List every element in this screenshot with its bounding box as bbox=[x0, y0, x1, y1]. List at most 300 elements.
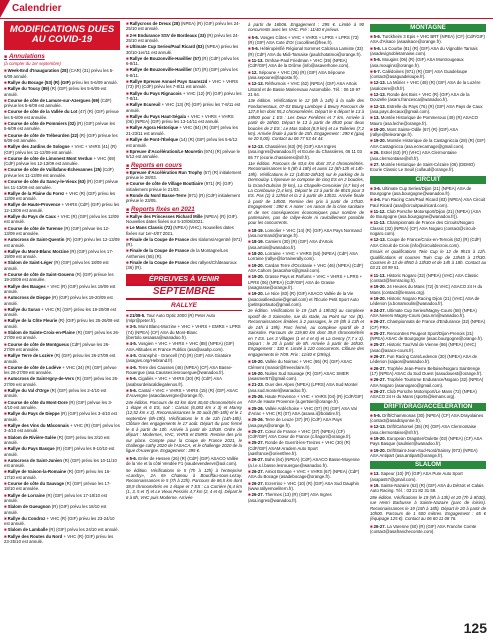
item-text: (R) (GIF) prévu les 2-4/10 est annulé. bbox=[4, 388, 107, 399]
column-4 bbox=[370, 21, 486, 621]
list-item bbox=[4, 469, 120, 480]
item-text: Historic Nogaro Racing Dijon (21) (VHC) ASA de Lédenon (a.bonamoulin@wanadoo.fr). bbox=[370, 296, 480, 307]
item-text: Vallée Ardèchoise + VHC (07) (R) (GIF) ASA Val d'Ariac + VHC (R) (07) ASA (asava.i@bolatire.fr). bbox=[248, 405, 357, 416]
item-text: (R) (GIF) prévue les 19-20/09 est annulée. bbox=[4, 271, 114, 283]
circuit-note: Essais et qualifications Twin Cup le 12 de 9h15 à 12h. Qualifications et courses Twin Cup de 13h45 à 17h30. Courses le 13 de 8h50 à 13h30 et de 14h à 18h. Contact au 03 21 03 99 51. bbox=[370, 249, 486, 271]
square-bullet-icon: ■ bbox=[4, 353, 7, 359]
item-heading: 12-13. bbox=[373, 80, 387, 86]
square-bullet-icon: ■ bbox=[248, 370, 251, 376]
list-item bbox=[248, 481, 364, 492]
square-bullet-icon: ■ bbox=[370, 388, 373, 394]
item-heading: 27. bbox=[373, 161, 381, 167]
item-heading: 19. bbox=[373, 482, 381, 488]
list-item bbox=[4, 493, 120, 504]
item-heading: 11-13. bbox=[373, 220, 387, 226]
item-text: La Mûrier + VHC (48) (R) (GIF) ASA de la Lozère (asalozere@sfr.fr). bbox=[370, 80, 481, 91]
list-item bbox=[248, 417, 364, 428]
item-heading: Course de côte du Sauvage bbox=[7, 480, 66, 486]
square-bullet-icon: ■ bbox=[4, 68, 7, 74]
square-bullet-icon: ■ bbox=[4, 260, 7, 266]
square-bullet-icon: ■ bbox=[4, 411, 7, 417]
list-item bbox=[126, 170, 242, 181]
column-1 bbox=[4, 21, 120, 621]
list-item bbox=[248, 239, 364, 250]
square-bullet-icon: ■ bbox=[4, 469, 7, 475]
item-heading: 26-27. bbox=[251, 469, 265, 475]
item-text: Turckheim 3 Epis + VHC BRT (NPEA) (CF) (CdF/GIF) ASA d'Alsace (asaalsace@orange.fr). bbox=[370, 34, 485, 45]
item-heading: 12-13. bbox=[373, 424, 387, 430]
item-heading: Rallye du Bocage (53) (R) (GIF) bbox=[7, 80, 72, 86]
list-item bbox=[4, 237, 120, 248]
item-heading: Autocross de Saint-Quentin bbox=[7, 237, 66, 243]
square-bullet-icon: ■ bbox=[4, 376, 7, 382]
item-text: (R) (GIF) prévu les 5-6/09 est annulé. bbox=[4, 86, 107, 97]
list-item bbox=[126, 456, 242, 467]
item-heading: Rallycross de Dreux (28) bbox=[129, 21, 181, 26]
item-text: Montée Historique de Saint-Cézaire (06) (DEMO) Ecurie Classic Le Seuil (collaud@orange.fr). bbox=[370, 161, 475, 173]
item-heading: 21-23. bbox=[251, 382, 265, 388]
item-heading: Course de côte de Limonest Mont Verdun bbox=[7, 155, 94, 161]
item-heading: 19-20. bbox=[251, 274, 265, 280]
item-text: de la Montagne/Les Anthenies (65) (R). bbox=[126, 248, 229, 259]
list-item bbox=[4, 121, 120, 132]
col3-list-3 bbox=[248, 228, 364, 308]
list-item bbox=[370, 162, 486, 173]
item-heading: Course de côte de Trébeurden (22) bbox=[7, 132, 80, 138]
item-heading: 19-20. bbox=[251, 370, 265, 376]
square-bullet-icon: ■ bbox=[4, 492, 7, 498]
item-heading: Course de côte du Sancy-le-Vieux (63) bbox=[7, 179, 87, 185]
square-bullet-icon: ■ bbox=[248, 262, 251, 268]
list-item bbox=[4, 167, 120, 178]
item-heading: 12-13. bbox=[251, 81, 265, 87]
square-bullet-icon: ■ bbox=[370, 319, 373, 325]
item-text: Vosgien + VHC + VHRS + VHC (88) (NPEA) (GIF) ASA Altitudes et France Publics (asa@asahp.com). bbox=[126, 341, 235, 352]
item-text: Drift/Chammonas (30) (NPEA) (CF) ASA Drayolaines (contact@asadrayonne.fr). bbox=[370, 412, 484, 424]
item-heading: 25-27. bbox=[373, 342, 387, 348]
item-heading: Rallye du Condroz bbox=[7, 515, 47, 521]
item-heading: 24-27. bbox=[373, 307, 387, 313]
list-item bbox=[4, 435, 120, 446]
item-heading: Epreuve d'Accélération/Le Mouretin bbox=[129, 148, 204, 154]
item-text: Lorraine + VHC + VHRS (54) (NPEA) (CdF) ASA Lorraine (rallye@lorrainerally.com). bbox=[248, 251, 358, 262]
item-heading: Rallye de Lorraine bbox=[7, 492, 47, 498]
item-text: (R) (GIF) prévu les 16-17/10 est annulé. bbox=[4, 469, 111, 480]
item-text: (R) (GIF) prévu les 12-13/09 est annulé. bbox=[4, 237, 120, 248]
square-bullet-icon: ■ bbox=[4, 480, 7, 486]
square-bullet-icon: ■ bbox=[370, 138, 373, 144]
item-text: (NPEA) (R) (GIF). Nouvelles dates fixées sur 5-10/06/2021. bbox=[126, 213, 239, 224]
reports-title: ■ Reports en cours bbox=[126, 162, 242, 170]
item-heading: Slalom de Saint-Léger bbox=[7, 260, 54, 266]
item-text: Amiot Bocage + VHC + VHRS (67) (NPEA) (CdF) ASA du Bocage (asadebocage@orange.fr). bbox=[248, 469, 360, 480]
item-heading: Rallye de Bouzonville-Havillier (57) bbox=[129, 55, 202, 61]
item-text: Le Nice (83) (R) (GIF) ASACO Vallée de la Vie (asacovalleeduvie@gmail.com) et l'Écurie Petit Sport Auto (petitsportauto@gmail.com). bbox=[248, 291, 359, 308]
item-heading: 25-26. bbox=[251, 405, 265, 411]
item-text: (974) (R) prévue le 6/12 est annulée. bbox=[126, 148, 240, 160]
col3-note-2: 11e édition. Parcours de 83,6 km dont 37,4 chronométrés. Reconnaissances le 5 (8h à 18h) et aussi 12 (8h-12h et 14h-19h). Vérifications le 12 (14h30-18h10) sur le parking de la Dermoulay. L'épreuve se compose de cinq ES en 2 boucles, la Grand-Dubrian (9 km), La Chapelle-Cervoisier (4,7 km) et La Combouse (2,4 km). Départ le 13 à partir de 8h15 pour 3 ES. Pas (1) à 12h54 et la 2 à partir de 13h31. Arrivée finale à partir de 14h00. Remise des prix à partir de 17h30. Engagement : 390 €. A noter : en raison de la crise sanitaire et de ses conséquences économiques pour nombre de partenaires, pas de rallye-école ni ravitaillement possible pour les concurrents. bbox=[248, 160, 364, 226]
item-heading: Rallye de Pont-l'Évêque bbox=[129, 137, 180, 143]
column-3 bbox=[248, 21, 364, 621]
square-bullet-icon: ■ bbox=[4, 225, 7, 231]
item-heading: Rallye de Vaison-la-Romaine bbox=[7, 469, 68, 475]
list-item bbox=[4, 80, 120, 85]
rallye-list-2 bbox=[126, 456, 242, 467]
item-text: (14) (R) (GIF) prévu les 5-6/12 est annulé. bbox=[126, 137, 238, 148]
square-bullet-icon: ■ bbox=[4, 121, 7, 127]
list-item bbox=[370, 104, 486, 115]
item-text: + VHC (34) (R) (GIF) prévue les 26-27/09 est annulée. bbox=[4, 364, 117, 376]
item-text: Championnats de France des Circuits/Nogaro Classic (32) (NPEA) (CF) ASA Nogaro (contact@circuit-nogaro.com). bbox=[370, 220, 477, 237]
list-item bbox=[126, 193, 242, 204]
item-heading: 26-27. bbox=[373, 523, 387, 529]
item-heading: 25-27. bbox=[251, 440, 265, 446]
item-text: Mont Blanc-Morzine + VHC + VHRS + EMRS + LPRS (74) (NPEA) (CF) ASA du Mont-Blanc (ibertolo.sesaasa@wanadoo.fr). bbox=[126, 324, 241, 341]
item-text: Cardan Terre d'Occitanie + VHC (46) (NPEA) (CdF) ASA Cahors (asacahors@gmail.com). bbox=[248, 262, 364, 274]
square-bullet-icon: ■ bbox=[370, 197, 373, 203]
list-item bbox=[4, 388, 120, 399]
square-bullet-icon: ■ bbox=[4, 388, 7, 394]
list-item bbox=[370, 377, 486, 388]
item-text: (CdF) prévue les 11-13/09 est annulée. bbox=[4, 167, 114, 178]
square-bullet-icon: ■ bbox=[4, 295, 7, 301]
square-bullet-icon: ■ bbox=[4, 283, 7, 289]
square-bullet-icon: ■ bbox=[248, 440, 251, 446]
item-text: Coupe de France/Croix-en-Ternois (62) (R) (CdF) ASA Circuit de Croix (info@circuitdecroix.com). bbox=[370, 237, 482, 248]
item-text: 24 Heures du Mans (72) (5 VHC) ASACO 24 H du Mans (contact@lemans.org). bbox=[370, 284, 483, 295]
list-item bbox=[126, 125, 242, 136]
item-text: + VHC (13) (R) (GIF) prévu les 7-8/11 est annulé. bbox=[126, 102, 241, 113]
item-heading: Rallye Epreuve Annuel Pays Saurezzd bbox=[129, 79, 209, 85]
item-heading: 13. bbox=[373, 471, 381, 477]
square-bullet-icon: ■ bbox=[4, 97, 7, 103]
item-text: Réthurnois + VHC (62) (NPEA) (GIF) ASA Artois Littoral et de Basse Marienvaux Automobile. Tél. : 06 18 97 21 64. bbox=[248, 81, 361, 98]
item-heading: Slalom de Sainte-Croix-en-Plaine bbox=[7, 330, 77, 336]
square-bullet-icon: ■ bbox=[126, 341, 129, 347]
item-heading: 25-26. bbox=[251, 417, 265, 423]
item-text: Trophée Tourisme Endurance/Nogaro (32) (NPEA) ASA Nogaro (asanogaro@gmail.com). bbox=[370, 377, 484, 388]
list-item bbox=[4, 144, 120, 155]
square-bullet-icon: ■ bbox=[4, 86, 7, 92]
item-text: (57) (R) initialement prévue le 28/03. bbox=[126, 169, 242, 180]
square-bullet-icon: ■ bbox=[4, 248, 7, 254]
item-text: Historic Nogaro (32) (NPEA) (VHC) ASA Classic (contact@hvmracing.fr). bbox=[370, 272, 479, 284]
item-heading: 5-6. bbox=[251, 46, 261, 52]
square-bullet-icon: ■ bbox=[370, 237, 373, 243]
item-heading: Rallye des Jardins de Sologne bbox=[7, 144, 71, 150]
list-item bbox=[248, 429, 364, 440]
square-bullet-icon: ■ bbox=[248, 382, 251, 388]
list-item bbox=[370, 448, 486, 459]
item-heading: 11-12. bbox=[373, 208, 387, 214]
item-heading: Slalom de Gueugnon bbox=[7, 504, 52, 510]
item-heading: Course de côte de Lodève bbox=[7, 364, 63, 370]
item-text: Club Porsche Motorsport/Le Mans (72) (NPEA) ASACO 24 H du Mans (sports@lemans.org). bbox=[370, 388, 477, 400]
montagne-list bbox=[370, 34, 486, 173]
item-heading: 26-27. bbox=[251, 492, 265, 498]
item-heading: Finale de la Coupe de France bbox=[129, 236, 191, 242]
square-bullet-icon: ■ bbox=[248, 492, 251, 498]
square-bullet-icon: ■ bbox=[370, 80, 373, 86]
square-bullet-icon: ■ bbox=[248, 469, 251, 475]
item-text: Fun Racing Cars/Ledenon (30) (NPEA) ASA de Lédenon (sajaon@wanadoo.fr). bbox=[370, 354, 478, 365]
item-heading: 3-6. bbox=[373, 185, 383, 191]
list-item bbox=[248, 440, 364, 456]
circuit-list bbox=[370, 186, 486, 249]
square-bullet-icon: ■ bbox=[4, 399, 7, 405]
item-heading: 19-20. bbox=[373, 138, 387, 144]
square-bullet-icon: ■ bbox=[4, 527, 7, 533]
item-text: (NPEA) (R) (GIF) prévu les 24-25/10 est annulé. bbox=[126, 21, 240, 32]
item-text: (R) (GIF) prévue les 5-6/09 est annulée. bbox=[4, 121, 116, 132]
item-text: Enfer de Hessen (26) (R) (CdF) (GIF) ASACO Vallée de la Vie et la côté Vendée F1 (vaudevendeevr@aol.com). bbox=[126, 455, 239, 467]
item-text: (CdF) prévue les 5-6/09 est annulée. bbox=[4, 97, 112, 109]
square-bullet-icon: ■ bbox=[126, 67, 129, 73]
item-heading: Ronde du Nord Basse-Terre bbox=[129, 192, 188, 198]
header-rule bbox=[0, 18, 493, 19]
item-heading: 19-20. bbox=[373, 126, 387, 132]
list-item bbox=[248, 70, 364, 81]
item-text: + VHC (R) (GIF) prévu les 12/09 est annulé. bbox=[4, 213, 119, 225]
rallye-note: 24e édition. Parcours de 63 km dont 40,60 chronométrés en 1 étape et 6 ES, soit : Carsac (6,083 km x 3) et Mansy (12,52 km x 3). Reconnaissances le 30 août (8h-18h) et le 1 septembre (8h-19h). Vérifications le 5 de 11h (14h-18h). Clôture des engagements le 17 août. Départ du parc fermé le 6 à partir de 10h. Arrivée à partir de 13h38. Ordre de départ : Modernes, VHC, VHRS et EMRS. Remise des prix sur place. Compte pour la Coupe de France 2021, le challenge cathy 2020 de l'ASACA, et le challenge 2020 de la ligue d'Auvergne. Engagement : 395 €. bbox=[126, 399, 242, 454]
item-text: (R) (GIF) prévu les 17-18/10 est annulé. bbox=[4, 492, 107, 503]
item-heading: Slalom de Rivière-Salée bbox=[7, 434, 58, 440]
list-item bbox=[370, 34, 486, 45]
item-heading: 2-H Endurance SSV de Bordeaux (33) bbox=[129, 32, 207, 38]
list-item bbox=[4, 86, 120, 97]
item-text: (47) (R) (GIF) prévue les 5-6/09 est annulée. bbox=[4, 109, 119, 120]
list-item bbox=[4, 342, 120, 353]
item-text: Club Porsche Motorsport/Dijon (21) (NPEA) (ASA de Bourgogne (asa.bourgogne@wanadoo.fr)). bbox=[370, 208, 481, 220]
square-bullet-icon: ■ bbox=[248, 46, 251, 52]
list-item bbox=[248, 394, 364, 405]
item-text: Terre des Causses (46) (NPEA) (CF) ASA Basse-Rouergue (asa.Causses.lesrouergue@wanadoo.fr). bbox=[126, 364, 233, 376]
item-text: + VHC + VHRS (73) (R) (CdF) prévu les 7-8/11 est annulé. bbox=[126, 79, 239, 90]
square-bullet-icon: ■ bbox=[370, 92, 373, 98]
square-bullet-icon: ■ bbox=[370, 482, 373, 488]
item-heading: 6-7. bbox=[373, 68, 383, 74]
list-item bbox=[370, 150, 486, 161]
square-bullet-icon: ■ bbox=[4, 457, 7, 463]
annulations-list-cont bbox=[126, 21, 242, 160]
item-heading: 25-27. bbox=[251, 428, 265, 434]
item-text: Gransphir - Grancell (74) (R) (GIF) ASA Giratoire (asagivs.org/Hebrand.fr). bbox=[126, 353, 232, 364]
list-item bbox=[248, 457, 364, 468]
dates-list bbox=[126, 214, 242, 271]
annulations-title: ■ Annulations bbox=[4, 53, 120, 61]
list-item bbox=[370, 284, 486, 295]
square-bullet-icon: ■ bbox=[4, 179, 7, 185]
item-heading: Epreuve d'Accélération Run Trophy bbox=[129, 169, 204, 175]
item-heading: Autocross de Dieppe bbox=[7, 295, 52, 301]
item-heading: 3-5. bbox=[129, 324, 139, 330]
list-item bbox=[4, 68, 120, 79]
item-heading: 5-6. bbox=[129, 455, 139, 461]
col3-list-4 bbox=[248, 359, 364, 503]
square-bullet-icon: ■ bbox=[126, 236, 129, 242]
item-heading: 26-27. bbox=[373, 354, 387, 360]
item-text: Grasse Pays et Parfums + VHC + VHRS + LPRS + LPRS (06) (NPEA) (CdF/GIF) ASA de Grasse (asagrasse@orange.fr). bbox=[248, 274, 363, 291]
item-text: (R) (GIF) prévu les 26-27/09 est annulé. bbox=[4, 330, 120, 341]
item-text: Trophée Jean-Pierre Beltoise/Nogaro Saintrenge (17) (NPEA) ASAC du Sud Ouest (sasudouest@orange.fr). bbox=[370, 365, 483, 377]
square-bullet-icon: ■ bbox=[248, 457, 251, 463]
item-text: (R) prévu les 24-25/10 est annulé. bbox=[126, 32, 239, 44]
square-bullet-icon: ■ bbox=[4, 364, 7, 370]
square-bullet-icon: ■ bbox=[4, 237, 7, 243]
list-item bbox=[4, 516, 120, 527]
item-heading: Le Mans Classic (72) bbox=[129, 225, 174, 231]
item-text: Ronde de Guerrit-les-Treizes + VHC (30) (R) (CdF/GIF) ASAM Aradem Auto Sport (aasfrance@orientfree.fr). bbox=[248, 440, 351, 457]
square-bullet-icon: ■ bbox=[4, 132, 7, 138]
item-text: La Courbe (81) (R) (GIF) ASA du Vignoble Tarnais (asadevignobletarnaise.com). bbox=[370, 45, 478, 57]
square-bullet-icon: ■ bbox=[4, 202, 7, 208]
item-heading: 13. bbox=[373, 115, 381, 121]
list-item bbox=[4, 365, 120, 376]
item-text: Estrel (63) (R) (VHC) ASA Clermontaise (asa.clermontaise@sfr.fr). bbox=[370, 150, 457, 161]
item-heading: Rallye du Toucy (89) bbox=[7, 86, 51, 92]
item-text: (NPEA) (VHC). Nouvelles dates fixées sur 1er-4/07 2021. bbox=[126, 225, 234, 236]
square-bullet-icon: ■ bbox=[126, 353, 129, 359]
item-heading: 26-27. bbox=[373, 319, 387, 325]
list-item bbox=[370, 413, 486, 424]
item-text: Camiers (30) (R) (GIF) ASA d'Artois (asa.artois@wanadoo.fr). bbox=[248, 239, 333, 250]
square-bullet-icon: ■ bbox=[126, 32, 129, 38]
item-heading: Rallye du Pays Haut-Ségala bbox=[129, 113, 188, 119]
square-bullet-icon: ■ bbox=[370, 354, 373, 360]
square-bullet-icon: ■ bbox=[126, 364, 129, 370]
item-heading: 12-13. bbox=[373, 103, 387, 109]
square-bullet-icon: ■ bbox=[248, 34, 251, 40]
list-item bbox=[4, 376, 120, 387]
item-text: Ouvr des Alpes (NPEA) (LPRS) ASA Sud Montel (asa.sud.montel@wanadoo.fr). bbox=[248, 382, 358, 393]
item-heading: 19-20. bbox=[373, 296, 387, 302]
square-bullet-icon: ■ bbox=[126, 55, 129, 61]
item-text: + VHC (69) (CdF) prévue les 12-13/09 est annulée. bbox=[4, 155, 116, 167]
list-item bbox=[126, 79, 242, 90]
square-bullet-icon: ■ bbox=[4, 446, 7, 452]
item-heading: 26-27. bbox=[373, 388, 387, 394]
square-bullet-icon: ■ bbox=[370, 220, 373, 226]
item-text: (R) (GIF) prévu les 24/10 est annulé. bbox=[48, 527, 119, 533]
list-item bbox=[126, 353, 242, 364]
list-item bbox=[370, 524, 486, 535]
item-text: (R) (GIF) prévu les 18/10 est annulé. bbox=[4, 504, 107, 515]
item-heading: 5-6. bbox=[373, 34, 383, 39]
list-item bbox=[4, 400, 120, 411]
list-item bbox=[370, 366, 486, 377]
item-heading: 4-5. bbox=[129, 353, 139, 359]
list-item bbox=[370, 80, 486, 91]
item-heading: Course de côte de Turenne bbox=[7, 225, 64, 231]
item-heading: 21/08-5. bbox=[129, 312, 147, 318]
item-text: Sapeur (10) (R) (GIF) ASA Pure Auto Sport (asapas57@gmail.com). bbox=[370, 471, 463, 482]
square-bullet-icon: ■ bbox=[126, 113, 129, 119]
square-bullet-icon: ■ bbox=[126, 79, 129, 85]
square-bullet-icon: ■ bbox=[370, 208, 373, 214]
square-bullet-icon: ■ bbox=[370, 272, 373, 278]
item-heading: 26. bbox=[373, 150, 381, 156]
item-heading: 26-27. bbox=[373, 365, 387, 371]
columns bbox=[4, 21, 490, 621]
square-bullet-icon: ■ bbox=[248, 227, 251, 233]
item-heading: 25-26. bbox=[251, 393, 265, 399]
square-bullet-icon: ■ bbox=[4, 422, 7, 428]
item-heading: 18-19. bbox=[251, 239, 265, 245]
list-item bbox=[4, 284, 120, 295]
annulations-list bbox=[4, 68, 120, 544]
square-bullet-icon: ■ bbox=[126, 376, 129, 382]
item-heading: Rallye des Vins du Mâconnais bbox=[7, 422, 71, 428]
item-heading: 12-13. bbox=[373, 237, 387, 243]
list-item bbox=[126, 44, 242, 55]
square-bullet-icon: ■ bbox=[370, 45, 373, 51]
item-heading: Ultimate Cup Series/Paul Ricard (83) bbox=[129, 44, 206, 50]
list-item bbox=[126, 114, 242, 125]
list-item bbox=[248, 263, 364, 274]
list-item bbox=[126, 137, 242, 148]
list-item bbox=[126, 248, 242, 259]
square-bullet-icon: ■ bbox=[4, 144, 7, 150]
square-bullet-icon: ■ bbox=[248, 405, 251, 411]
list-item bbox=[370, 308, 486, 319]
square-bullet-icon: ■ bbox=[4, 109, 7, 115]
square-bullet-icon: ■ bbox=[4, 213, 7, 219]
square-bullet-icon: ■ bbox=[126, 181, 129, 187]
list-item bbox=[370, 273, 486, 284]
item-text: (57) (R) (GIF) prévu les 6-8/11. bbox=[126, 67, 238, 78]
slalom-note: 28e édition. Vérifications le 19 (9h à 13h) et 20 (7h à 8h30), rue Henri Barbusse à Sainte-Nazaire (parc de loisirs). Reconnaissances le 19 (15h à 18h). Départ le 20 à partir de 10h00. Parcours de 1 500 mètres. Engagement : 65 € (équipage 125 €). Contact au 06 60 11 08 76. bbox=[370, 494, 486, 522]
list-item bbox=[4, 249, 120, 260]
month-header: SEPTEMBRE bbox=[126, 284, 242, 300]
square-bullet-icon: ■ bbox=[126, 125, 129, 131]
list-item bbox=[126, 388, 242, 399]
list-item bbox=[248, 469, 364, 480]
square-bullet-icon: ■ bbox=[126, 225, 129, 231]
section-title: Calendrier bbox=[12, 3, 62, 14]
list-item bbox=[370, 354, 486, 365]
item-heading: 25-27. bbox=[373, 330, 387, 336]
item-text: Historic Tour/Val de Vienne (86) (NPEA) (VHC) (asac@asacv-cours.fr). bbox=[370, 342, 477, 353]
square-bullet-icon: ■ bbox=[126, 44, 129, 50]
item-text: Lomolier + VHC (14) (R) (GIF) ASA Pays Normand (asa.normand@orange.fr). bbox=[248, 227, 362, 239]
square-bullet-icon: ■ bbox=[248, 274, 251, 280]
item-text: Sépoune + VHC (26) (R) (GIF) ASA Sépoune (asa.sepoune@laposte.fr). bbox=[248, 69, 345, 81]
item-heading: 4-6. bbox=[373, 197, 383, 203]
montagne-title: MONTAGNE bbox=[370, 24, 486, 32]
item-text: Sainte-Nazaire (62) (R) (GIF) ASA du Détroit et Calais Auto Racing. Tél. : 03 21 82 31 59. bbox=[370, 482, 484, 494]
square-bullet-icon: ■ bbox=[126, 455, 129, 461]
list-item bbox=[370, 46, 486, 57]
item-text: (971) (R) (GIF) initialement prévue le 21/03. bbox=[126, 181, 233, 192]
item-text: Mont Sainte-Odile (67) (R) (GIF) ASA (rallye@teleorange.fr). bbox=[370, 126, 458, 138]
item-heading: Course de côte de Vuillafans-Échevannes (25) bbox=[7, 167, 103, 173]
item-heading: Autocross de Saint-Junien bbox=[7, 457, 64, 463]
item-text: (R) (GIF) prévu les 9-10/10 est annulé. bbox=[4, 446, 115, 457]
square-bullet-icon: ■ bbox=[370, 523, 373, 529]
item-heading: 19-20. bbox=[251, 262, 265, 268]
item-heading: 26-27. bbox=[251, 480, 265, 486]
page-header bbox=[0, 0, 493, 18]
square-bullet-icon: ■ bbox=[248, 480, 251, 486]
square-bullet-icon: ■ bbox=[126, 248, 129, 254]
list-item bbox=[4, 330, 120, 341]
list-item bbox=[248, 274, 364, 290]
list-item bbox=[126, 324, 242, 340]
item-text: (R) (GIF) prévue les 3-4/10 est annulée. bbox=[4, 399, 113, 411]
list-item bbox=[126, 214, 242, 225]
item-text: + VHRS (CdF) (GIF) prévu les 12-13/09 est annulé. bbox=[4, 202, 120, 213]
square-bullet-icon: ■ bbox=[370, 307, 373, 313]
